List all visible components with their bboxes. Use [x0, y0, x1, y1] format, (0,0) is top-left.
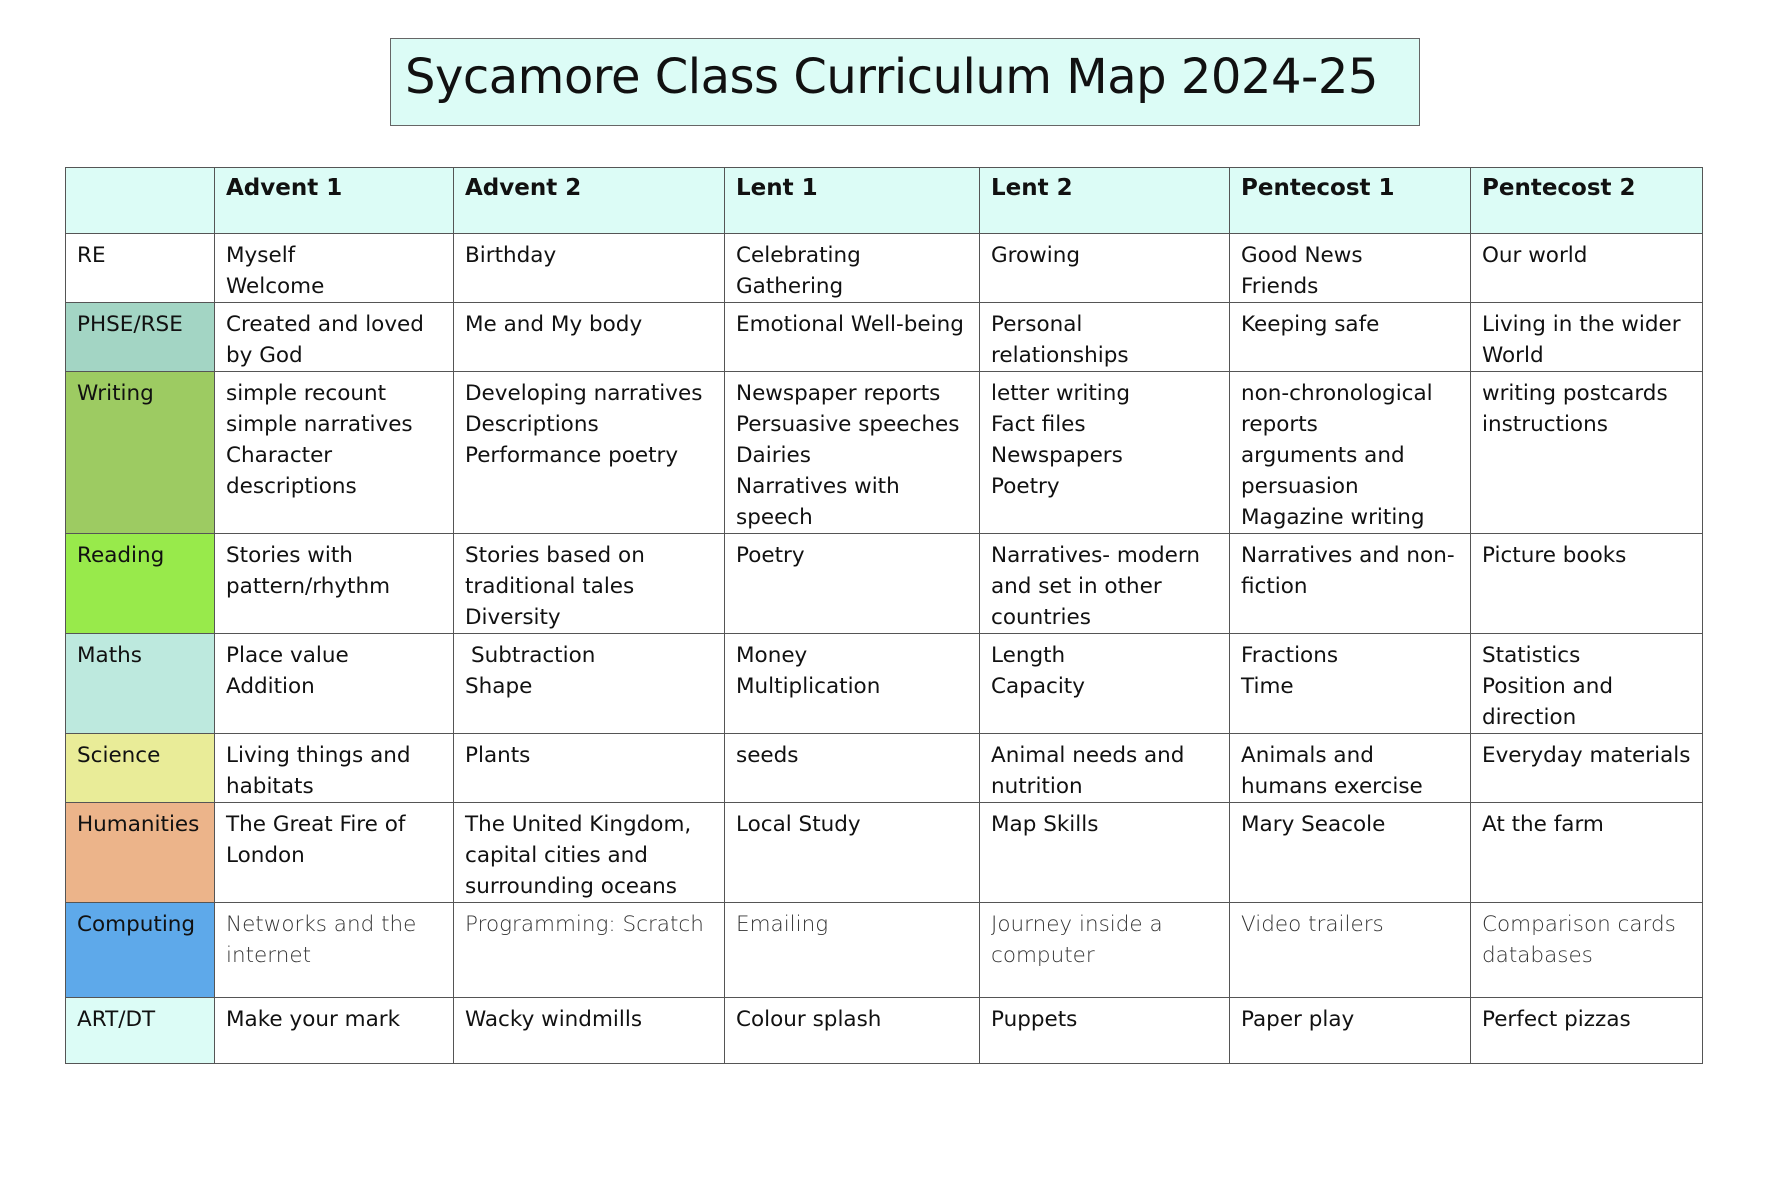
subject-cell: ART/DT — [66, 998, 215, 1064]
title-box — [390, 38, 1420, 126]
term-header: Pentecost 2 — [1471, 168, 1703, 234]
subject-cell: Writing — [66, 372, 215, 534]
cell-line: Keeping safe — [1241, 312, 1380, 337]
cell-line: writing postcards — [1482, 381, 1668, 406]
cell-line: Money — [736, 643, 808, 668]
curriculum-cell — [215, 372, 454, 534]
curriculum-cell — [215, 998, 454, 1064]
curriculum-cell — [454, 803, 725, 903]
table-row — [66, 534, 1703, 634]
cell-line: Paper play — [1241, 1007, 1355, 1032]
curriculum-cell — [454, 734, 725, 803]
curriculum-cell — [1471, 998, 1703, 1064]
cell-line: Good News — [1241, 243, 1363, 268]
cell-line: Multiplication — [736, 674, 881, 699]
curriculum-cell — [1471, 303, 1703, 372]
curriculum-cell — [215, 734, 454, 803]
curriculum-cell — [454, 998, 725, 1064]
cell-line: Place value — [226, 643, 349, 668]
header-corner — [66, 168, 215, 234]
cell-line: At the farm — [1482, 812, 1604, 837]
curriculum-cell — [215, 534, 454, 634]
cell-line: Animals and humans exercise — [1241, 743, 1423, 799]
curriculum-cell — [215, 234, 454, 303]
curriculum-cell — [454, 903, 725, 998]
subject-cell: RE — [66, 234, 215, 303]
cell-line: Celebrating — [736, 243, 861, 268]
curriculum-cell — [1471, 903, 1703, 998]
term-header: Lent 2 — [980, 168, 1230, 234]
table-row — [66, 903, 1703, 998]
curriculum-cell — [980, 634, 1230, 734]
cell-line: simple recount — [226, 381, 387, 406]
cell-line: Mary Seacole — [1241, 812, 1386, 837]
cell-line: Character descriptions — [226, 443, 357, 499]
cell-line: Newspapers — [991, 443, 1123, 468]
curriculum-cell — [1471, 372, 1703, 534]
cell-line: simple narratives — [226, 412, 413, 437]
curriculum-cell — [980, 903, 1230, 998]
curriculum-cell — [980, 303, 1230, 372]
cell-line: Capacity — [991, 674, 1085, 699]
curriculum-cell — [215, 803, 454, 903]
curriculum-cell — [980, 534, 1230, 634]
cell-line: Welcome — [226, 274, 325, 299]
term-header: Advent 1 — [215, 168, 454, 234]
cell-line: Comparison cards databases — [1482, 912, 1676, 968]
cell-line: Myself — [226, 243, 296, 268]
curriculum-cell — [215, 634, 454, 734]
cell-line: Subtraction — [471, 643, 596, 668]
curriculum-cell — [1471, 234, 1703, 303]
cell-line: Journey inside a computer — [991, 912, 1163, 968]
curriculum-cell — [1230, 303, 1471, 372]
curriculum-cell — [1230, 534, 1471, 634]
curriculum-cell — [980, 372, 1230, 534]
subject-cell: Science — [66, 734, 215, 803]
cell-line: Local Study — [736, 812, 861, 837]
cell-line: Position and direction — [1482, 674, 1613, 730]
subject-cell: Maths — [66, 634, 215, 734]
subject-cell: Humanities — [66, 803, 215, 903]
curriculum-cell — [1230, 634, 1471, 734]
term-header: Advent 2 — [454, 168, 725, 234]
cell-line: Networks and the internet — [226, 912, 417, 968]
cell-line: Video trailers — [1241, 912, 1384, 937]
table-row — [66, 734, 1703, 803]
curriculum-cell — [1471, 634, 1703, 734]
curriculum-cell — [980, 734, 1230, 803]
cell-line: Plants — [465, 743, 531, 768]
cell-line: Puppets — [991, 1007, 1078, 1032]
curriculum-cell — [725, 303, 980, 372]
cell-line: Emailing — [736, 912, 829, 937]
cell-line: Developing narratives — [465, 381, 703, 406]
cell-line: Diversity — [465, 605, 561, 630]
curriculum-cell — [1230, 372, 1471, 534]
term-header: Pentecost 1 — [1230, 168, 1471, 234]
curriculum-cell — [1230, 734, 1471, 803]
cell-line: Newspaper reports — [736, 381, 941, 406]
curriculum-cell — [1230, 998, 1471, 1064]
cell-line: Narratives and non-fiction — [1241, 543, 1455, 599]
table-row — [66, 372, 1703, 534]
curriculum-cell — [980, 998, 1230, 1064]
subject-cell: Computing — [66, 903, 215, 998]
cell-line: Addition — [226, 674, 315, 699]
cell-line: Colour splash — [736, 1007, 882, 1032]
curriculum-cell — [1230, 903, 1471, 998]
curriculum-cell — [980, 234, 1230, 303]
cell-line: Make your mark — [226, 1007, 401, 1032]
curriculum-cell — [454, 534, 725, 634]
cell-line: Time — [1241, 674, 1294, 699]
cell-line: non-chronological reports — [1241, 381, 1433, 437]
cell-line: Me and My body — [465, 312, 643, 337]
cell-line: Emotional Well-being — [736, 312, 964, 337]
cell-line: Length — [991, 643, 1066, 668]
cell-line: Narratives with speech — [736, 474, 900, 530]
cell-line: The United Kingdom, capital cities and surrounding oceans — [465, 812, 692, 899]
cell-line: Narratives- modern and set in other countries — [991, 543, 1200, 630]
curriculum-cell — [725, 534, 980, 634]
cell-line: Magazine writing — [1241, 505, 1425, 530]
cell-line: Poetry — [736, 543, 805, 568]
cell-line: Fractions — [1241, 643, 1339, 668]
table-row — [66, 998, 1703, 1064]
cell-line: seeds — [736, 743, 799, 768]
cell-line: Persuasive speeches — [736, 412, 960, 437]
cell-line: Fact files — [991, 412, 1086, 437]
cell-line: Everyday materials — [1482, 743, 1691, 768]
cell-line: Perfect pizzas — [1482, 1007, 1631, 1032]
cell-line: Birthday — [465, 243, 557, 268]
curriculum-cell — [725, 372, 980, 534]
curriculum-table — [65, 167, 1703, 1064]
header-row — [66, 168, 1703, 234]
curriculum-cell — [454, 372, 725, 534]
cell-line: Gathering — [736, 274, 844, 299]
term-header: Lent 1 — [725, 168, 980, 234]
cell-line: Friends — [1241, 274, 1319, 299]
curriculum-cell — [725, 903, 980, 998]
subject-cell: Reading — [66, 534, 215, 634]
cell-line: Personal relationships — [991, 312, 1129, 368]
curriculum-cell — [725, 634, 980, 734]
cell-line: instructions — [1482, 412, 1608, 437]
cell-line: Shape — [465, 674, 533, 699]
cell-line: Stories with pattern/rhythm — [226, 543, 391, 599]
cell-line: Living things and habitats — [226, 743, 411, 799]
subject-cell: PHSE/RSE — [66, 303, 215, 372]
curriculum-cell — [725, 803, 980, 903]
cell-line: Map Skills — [991, 812, 1099, 837]
table-row — [66, 803, 1703, 903]
curriculum-cell — [454, 234, 725, 303]
cell-line: arguments and persuasion — [1241, 443, 1405, 499]
cell-line: Growing — [991, 243, 1081, 268]
curriculum-cell — [725, 234, 980, 303]
curriculum-cell — [215, 903, 454, 998]
cell-line: Created and loved by God — [226, 312, 424, 368]
cell-line: The Great Fire of London — [226, 812, 406, 868]
curriculum-cell — [1230, 234, 1471, 303]
cell-line: letter writing — [991, 381, 1131, 406]
cell-line: Wacky windmills — [465, 1007, 643, 1032]
curriculum-cell — [454, 303, 725, 372]
curriculum-cell — [725, 734, 980, 803]
curriculum-cell — [725, 998, 980, 1064]
cell-line: Performance poetry — [465, 443, 679, 468]
cell-line: Poetry — [991, 474, 1060, 499]
curriculum-cell — [1230, 803, 1471, 903]
curriculum-cell — [980, 803, 1230, 903]
curriculum-cell — [454, 634, 725, 734]
cell-line: Descriptions — [465, 412, 599, 437]
table-row — [66, 303, 1703, 372]
cell-line: Dairies — [736, 443, 811, 468]
cell-line: Statistics — [1482, 643, 1581, 668]
cell-line: Our world — [1482, 243, 1588, 268]
cell-line: Picture books — [1482, 543, 1627, 568]
curriculum-cell — [1471, 734, 1703, 803]
cell-line: Stories based on traditional tales — [465, 543, 645, 599]
table-row — [66, 634, 1703, 734]
table-body — [66, 234, 1703, 1064]
curriculum-cell — [215, 303, 454, 372]
cell-line: Programming: Scratch — [465, 912, 704, 937]
cell-line: Animal needs and nutrition — [991, 743, 1185, 799]
table-row — [66, 234, 1703, 303]
cell-line: Living in the wider World — [1482, 312, 1681, 368]
curriculum-cell — [1471, 803, 1703, 903]
page-title: Sycamore Class Curriculum Map 2024-25 — [405, 49, 1378, 105]
curriculum-cell — [1471, 534, 1703, 634]
